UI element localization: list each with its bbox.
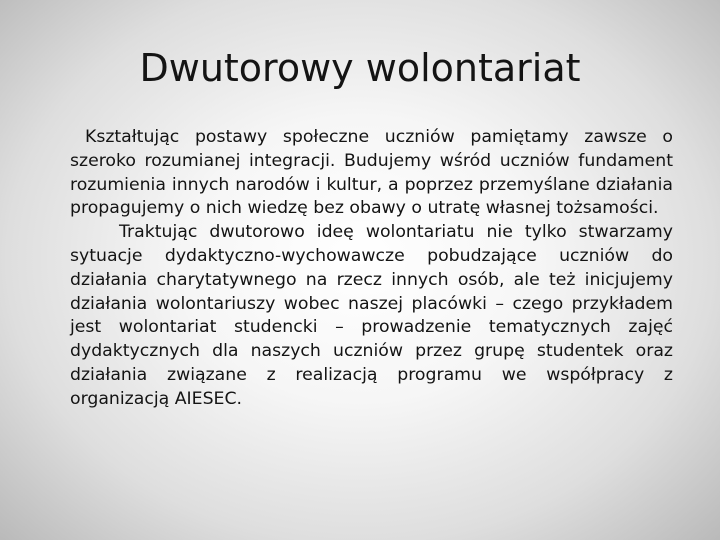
paragraph-volunteering: Traktując dwutorowo ideę wolontariatu nie tylko stwarzamy sytuacje dydaktyczno-wychowawcze pobudzające uczniów do działania charytatywnego na rzecz innych osób, ale też inicjujemy działania wolontariuszy wobec naszej placówki – czego przykładem jest wolontariat studencki – prowadzenie tematycznych zajęć dydaktycznych dla naszych uczniów przez grupę studentek oraz działania związane z realizacją programu we współpracy z organizacją AIESEC. [70,222,673,409]
slide-body [70,126,673,412]
slide-title: Dwutorowy wolontariat [139,46,581,90]
paragraph-integration: Kształtując postawy społeczne uczniów pamiętamy zawsze o szeroko rozumianej integracji. Budujemy wśród uczniów fundament rozumienia innych narodów i kultur, a poprzez przemyślane działania propagujemy o nich wiedzę bez obawy o utratę własnej tożsamości. [70,127,673,219]
